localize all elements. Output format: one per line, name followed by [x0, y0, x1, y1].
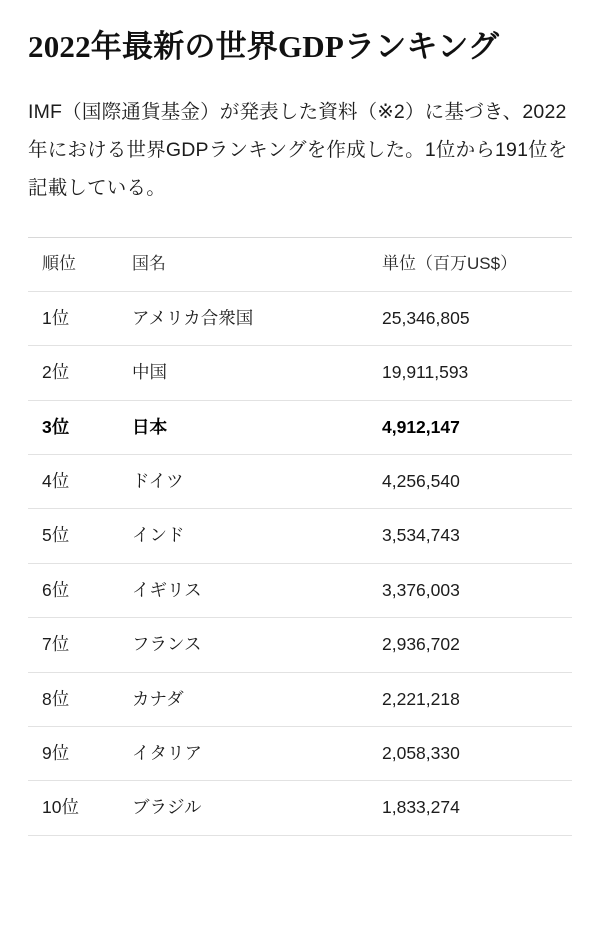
cell-rank: 6位	[28, 563, 118, 617]
table-row	[28, 509, 572, 563]
cell-country: イギリス	[118, 563, 368, 617]
table-header-row	[28, 238, 572, 291]
cell-country: アメリカ合衆国	[118, 291, 368, 345]
table-row	[28, 400, 572, 454]
table-row	[28, 726, 572, 780]
cell-country: ブラジル	[118, 781, 368, 835]
column-header-rank: 順位	[28, 238, 118, 291]
cell-country: 日本	[118, 400, 368, 454]
table-row	[28, 672, 572, 726]
cell-rank: 1位	[28, 291, 118, 345]
cell-country: 中国	[118, 346, 368, 400]
column-header-unit: 単位（百万US$）	[368, 238, 572, 291]
table-row	[28, 781, 572, 835]
cell-rank: 2位	[28, 346, 118, 400]
cell-value: 2,221,218	[368, 672, 572, 726]
cell-value: 2,058,330	[368, 726, 572, 780]
cell-rank: 4位	[28, 455, 118, 509]
cell-value: 2,936,702	[368, 618, 572, 672]
gdp-ranking-table-wrapper	[28, 237, 572, 835]
cell-rank: 9位	[28, 726, 118, 780]
cell-country: インド	[118, 509, 368, 563]
cell-country: イタリア	[118, 726, 368, 780]
cell-value: 3,376,003	[368, 563, 572, 617]
gdp-ranking-table	[28, 238, 572, 835]
cell-rank: 5位	[28, 509, 118, 563]
cell-rank: 10位	[28, 781, 118, 835]
article-lead-paragraph: IMF（国際通貨基金）が発表した資料（※2）に基づき、2022年における世界GDPランキングを作成した。1位から191位を記載している。	[28, 101, 568, 200]
column-header-country: 国名	[118, 238, 368, 291]
table-row	[28, 455, 572, 509]
cell-rank: 8位	[28, 672, 118, 726]
cell-country: ドイツ	[118, 455, 368, 509]
table-row	[28, 346, 572, 400]
cell-value: 25,346,805	[368, 291, 572, 345]
table-body	[28, 291, 572, 835]
page-title: 2022年最新の世界GDPランキング	[28, 29, 500, 64]
table-row	[28, 291, 572, 345]
cell-country: カナダ	[118, 672, 368, 726]
cell-value: 1,833,274	[368, 781, 572, 835]
table-row	[28, 563, 572, 617]
cell-value: 4,256,540	[368, 455, 572, 509]
cell-value: 4,912,147	[368, 400, 572, 454]
table-header	[28, 238, 572, 291]
cell-value: 3,534,743	[368, 509, 572, 563]
cell-rank: 3位	[28, 400, 118, 454]
table-row	[28, 618, 572, 672]
cell-country: フランス	[118, 618, 368, 672]
cell-value: 19,911,593	[368, 346, 572, 400]
cell-rank: 7位	[28, 618, 118, 672]
